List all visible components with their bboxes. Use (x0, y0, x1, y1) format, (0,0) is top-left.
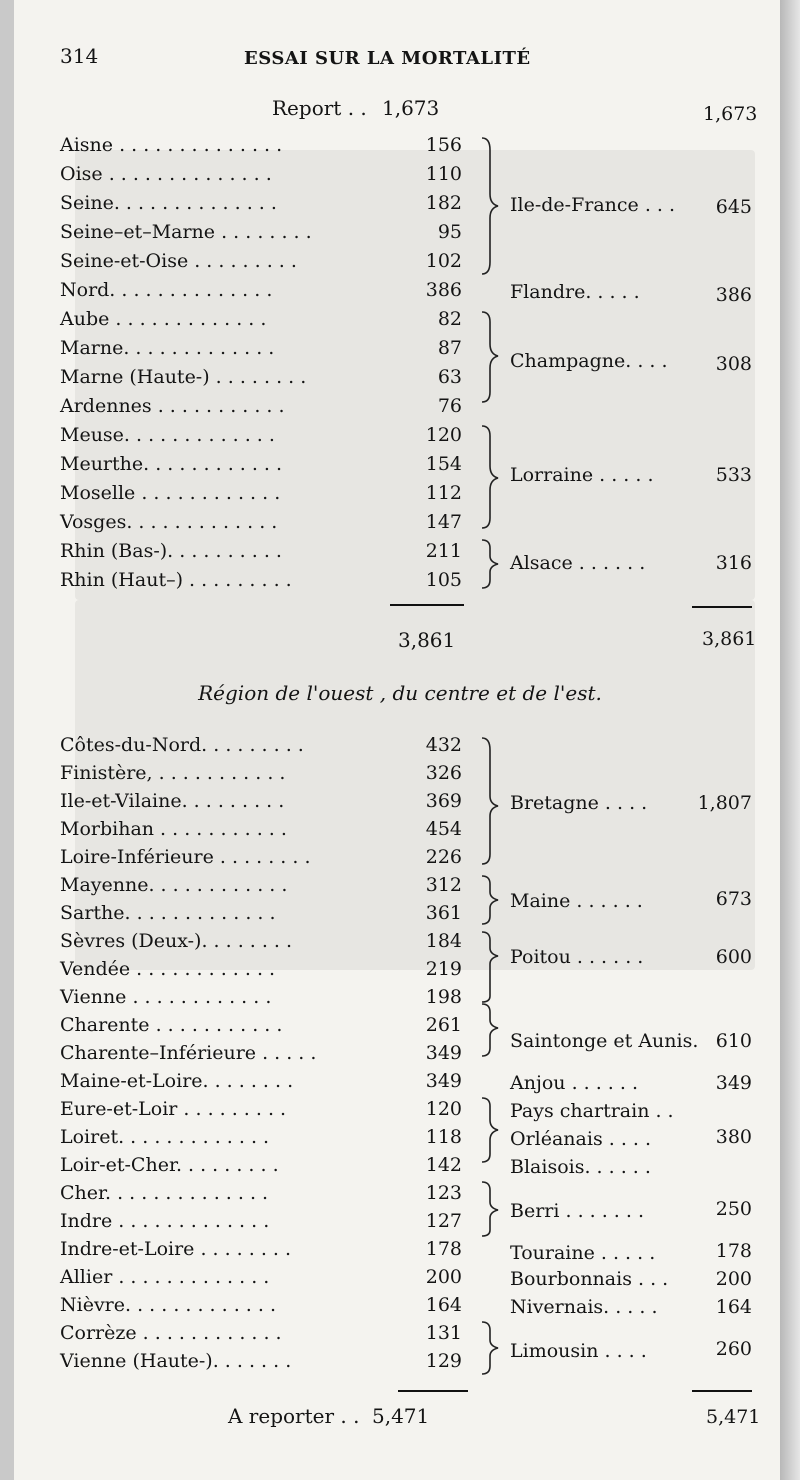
department-value: 123 (425, 1182, 462, 1204)
region-total: 260 (715, 1338, 752, 1360)
footer-value: 5,471 (372, 1404, 430, 1428)
department-value: 349 (425, 1042, 462, 1064)
department-name: Aisne . . . . . . . . . . . . . . (60, 134, 283, 156)
department-name: Seine. . . . . . . . . . . . . . (60, 192, 277, 214)
region-name: Flandre. . . . . (510, 281, 640, 303)
department-name: Finistère, . . . . . . . . . . . (60, 762, 286, 784)
department-name: Charente . . . . . . . . . . . (60, 1014, 283, 1036)
department-name: Morbihan . . . . . . . . . . . (60, 818, 287, 840)
department-value: 76 (437, 395, 462, 417)
department-value: 198 (425, 986, 462, 1008)
region-name: Berri . . . . . . . (510, 1200, 645, 1222)
footer-label: A reporter . . (228, 1404, 360, 1428)
department-name: Indre . . . . . . . . . . . . . (60, 1210, 270, 1232)
region-total: 308 (715, 353, 752, 375)
section-title: Région de l'ouest , du centre et de l'est. (198, 681, 602, 705)
department-name: Vosges. . . . . . . . . . . . . (60, 511, 278, 533)
department-value: 105 (425, 569, 462, 591)
department-name: Eure-et-Loir . . . . . . . . . (60, 1098, 287, 1120)
department-value: 361 (425, 902, 462, 924)
department-value: 82 (437, 308, 462, 330)
footer-right-value: 5,471 (706, 1406, 761, 1428)
region-total: 673 (715, 888, 752, 910)
region-total: 600 (715, 946, 752, 968)
department-name: Meuse. . . . . . . . . . . . . (60, 424, 275, 446)
department-value: 112 (425, 482, 462, 504)
department-name: Nièvre. . . . . . . . . . . . . (60, 1294, 276, 1316)
department-value: 63 (437, 366, 462, 388)
subtotal-rule (390, 604, 464, 606)
report-value: 1,673 (382, 96, 440, 120)
region-total: 386 (715, 284, 752, 306)
region-name: Maine . . . . . . (510, 890, 643, 912)
region-total: 533 (715, 464, 752, 486)
department-value: 178 (425, 1238, 462, 1260)
department-value: 226 (425, 846, 462, 868)
department-value: 118 (425, 1126, 462, 1148)
department-value: 120 (425, 1098, 462, 1120)
region-name: Touraine . . . . . (510, 1242, 656, 1264)
department-value: 110 (425, 163, 462, 185)
region-name: Ile-de-France . . . (510, 194, 676, 216)
department-name: Nord. . . . . . . . . . . . . . (60, 279, 273, 301)
department-name: Cher. . . . . . . . . . . . . . (60, 1182, 269, 1204)
department-value: 120 (425, 424, 462, 446)
department-value: 261 (425, 1014, 462, 1036)
region-total: 164 (715, 1296, 752, 1318)
department-name: Seine-et-Oise . . . . . . . . . (60, 250, 297, 272)
department-name: Marne (Haute-) . . . . . . . . (60, 366, 307, 388)
region-name: Orléanais . . . . (510, 1128, 652, 1150)
department-name: Sarthe. . . . . . . . . . . . . (60, 902, 276, 924)
region-name: Lorraine . . . . . (510, 464, 654, 486)
department-value: 454 (425, 818, 462, 840)
report-right-value: 1,673 (703, 103, 758, 125)
subtotal-value: 3,861 (398, 628, 456, 652)
region-total: 200 (715, 1268, 752, 1290)
page-number: 314 (60, 44, 99, 68)
department-value: 182 (425, 192, 462, 214)
region-name: Saintonge et Aunis. (510, 1030, 699, 1052)
department-value: 432 (425, 734, 462, 756)
department-name: Maine-et-Loire. . . . . . . . (60, 1070, 294, 1092)
department-value: 349 (425, 1070, 462, 1092)
running-title: ESSAI SUR LA MORTALITÉ (244, 48, 531, 69)
region-total: 610 (715, 1030, 752, 1052)
department-name: Mayenne. . . . . . . . . . . . (60, 874, 288, 896)
department-name: Aube . . . . . . . . . . . . . (60, 308, 267, 330)
region-total: 1,807 (697, 792, 752, 814)
department-value: 156 (425, 134, 462, 156)
region-name: Alsace . . . . . . (510, 552, 646, 574)
region-name: Champagne. . . . (510, 350, 668, 372)
department-name: Meurthe. . . . . . . . . . . . (60, 453, 283, 475)
region-name: Blaisois. . . . . . (510, 1156, 651, 1178)
region-total: 380 (715, 1126, 752, 1148)
department-value: 164 (425, 1294, 462, 1316)
region-name: Bretagne . . . . (510, 792, 648, 814)
department-name: Indre-et-Loire . . . . . . . . (60, 1238, 292, 1260)
department-name: Allier . . . . . . . . . . . . . (60, 1266, 270, 1288)
department-name: Rhin (Bas-). . . . . . . . . . (60, 540, 282, 562)
report-label: Report . . (272, 96, 367, 120)
department-value: 312 (425, 874, 462, 896)
department-name: Corrèze . . . . . . . . . . . . (60, 1322, 282, 1344)
region-total: 645 (715, 196, 752, 218)
department-value: 142 (425, 1154, 462, 1176)
department-value: 95 (437, 221, 462, 243)
department-value: 129 (425, 1350, 462, 1372)
department-value: 326 (425, 762, 462, 784)
region-total: 349 (715, 1072, 752, 1094)
department-value: 211 (425, 540, 462, 562)
department-name: Marne. . . . . . . . . . . . . (60, 337, 275, 359)
department-value: 102 (425, 250, 462, 272)
region-name: Bourbonnais . . . (510, 1268, 669, 1290)
department-value: 87 (437, 337, 462, 359)
department-name: Loir-et-Cher. . . . . . . . . (60, 1154, 279, 1176)
department-name: Vendée . . . . . . . . . . . . (60, 958, 276, 980)
department-value: 131 (425, 1322, 462, 1344)
department-value: 369 (425, 790, 462, 812)
region-total: 250 (715, 1198, 752, 1220)
department-name: Loiret. . . . . . . . . . . . . (60, 1126, 270, 1148)
region-name: Anjou . . . . . . (510, 1072, 638, 1094)
department-name: Sèvres (Deux-). . . . . . . . (60, 930, 293, 952)
department-value: 147 (425, 511, 462, 533)
department-name: Vienne . . . . . . . . . . . . (60, 986, 272, 1008)
department-name: Rhin (Haut–) . . . . . . . . . (60, 569, 292, 591)
page-edge (780, 0, 800, 1480)
department-name: Seine–et–Marne . . . . . . . . (60, 221, 312, 243)
department-name: Loire-Inférieure . . . . . . . . (60, 846, 311, 868)
department-name: Ardennes . . . . . . . . . . . (60, 395, 285, 417)
department-name: Moselle . . . . . . . . . . . . (60, 482, 281, 504)
department-name: Oise . . . . . . . . . . . . . . (60, 163, 272, 185)
region-total: 316 (715, 552, 752, 574)
footer-rule-right (692, 1390, 752, 1392)
department-name: Côtes-du-Nord. . . . . . . . . (60, 734, 304, 756)
department-name: Vienne (Haute-). . . . . . . (60, 1350, 292, 1372)
region-total: 178 (715, 1240, 752, 1262)
department-value: 127 (425, 1210, 462, 1232)
department-value: 154 (425, 453, 462, 475)
region-name: Pays chartrain . . (510, 1100, 674, 1122)
footer-rule (398, 1390, 468, 1392)
department-name: Charente–Inférieure . . . . . (60, 1042, 317, 1064)
department-value: 184 (425, 930, 462, 952)
department-value: 386 (425, 279, 462, 301)
department-name: Ile-et-Vilaine. . . . . . . . . (60, 790, 285, 812)
region-name: Poitou . . . . . . (510, 946, 644, 968)
region-name: Nivernais. . . . . (510, 1296, 658, 1318)
region-name: Limousin . . . . (510, 1340, 647, 1362)
subtotal-rule-right (692, 606, 752, 608)
department-value: 219 (425, 958, 462, 980)
department-value: 200 (425, 1266, 462, 1288)
subtotal-right-value: 3,861 (702, 628, 757, 650)
